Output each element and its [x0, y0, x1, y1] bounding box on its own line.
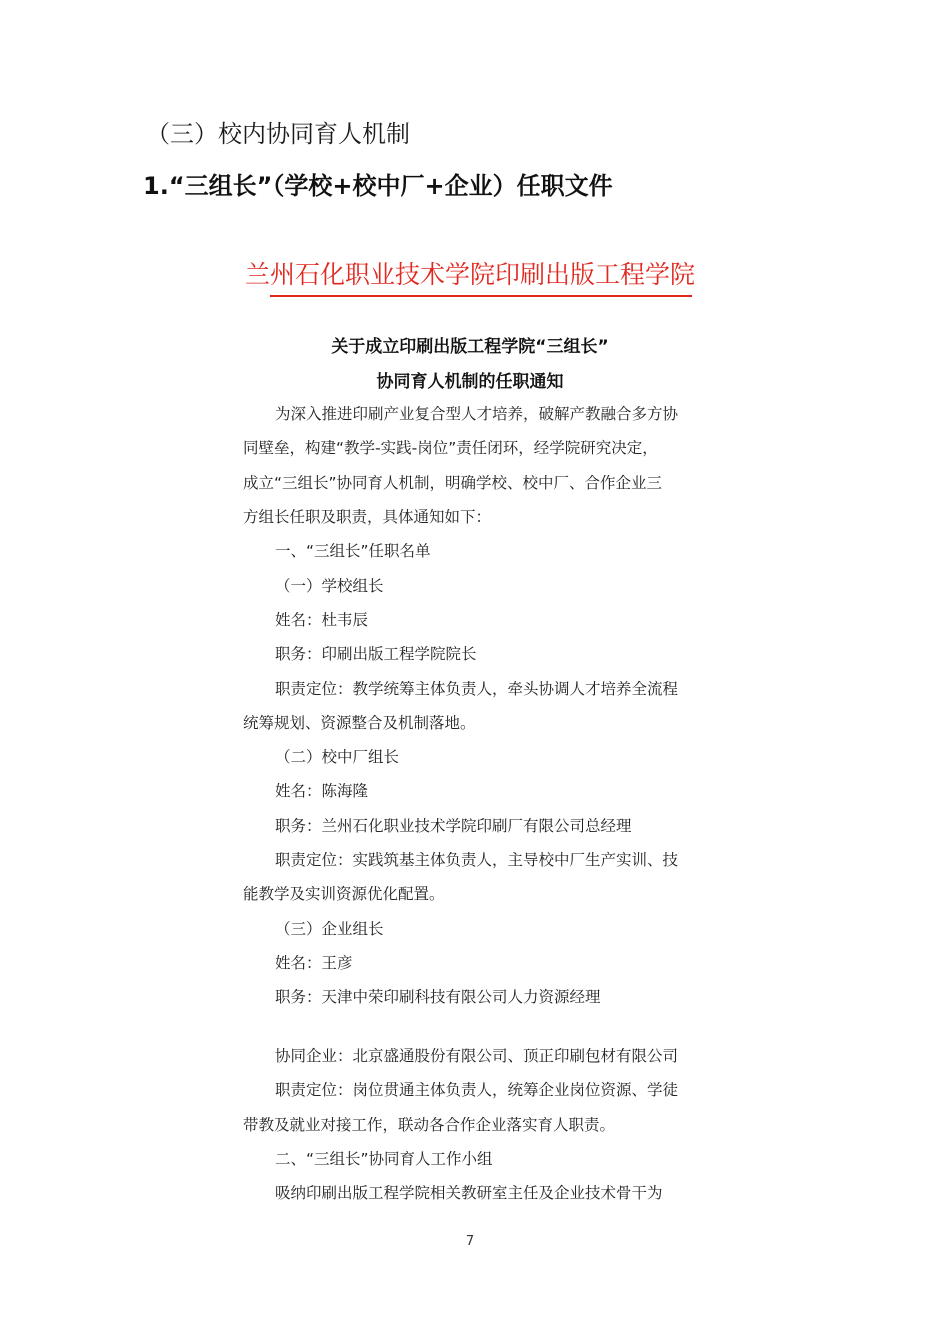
body-line: 为深入推进印刷产业复合型人才培养，破解产教融合多方协 [275, 405, 679, 423]
body-line: 带教及就业对接工作，联动各合作企业落实育人职责。 [243, 1116, 616, 1134]
body-line: 协同企业：北京盛通股份有限公司、顶正印刷包材有限公司 [275, 1047, 679, 1065]
subsection-heading: 1.“三组长”（学校+校中厂+企业）任职文件 [143, 172, 613, 200]
letterhead-divider [270, 295, 692, 297]
body-line: 二、“三组长”协同育人工作小组 [275, 1150, 493, 1168]
page-number: 7 [465, 1234, 475, 1249]
body-line: （一）学校组长 [275, 577, 384, 595]
org-letterhead: 兰州石化职业技术学院印刷出版工程学院 [244, 260, 695, 289]
doc-title-line-2: 协同育人机制的任职通知 [376, 372, 564, 392]
body-line: 职务：天津中荣印刷科技有限公司人力资源经理 [275, 988, 601, 1006]
body-line: 方组长任职及职责，具体通知如下： [243, 508, 492, 526]
body-line: 成立“三组长”协同育人机制，明确学校、校中厂、合作企业三 [243, 474, 663, 492]
body-line: 职责定位：教学统筹主体负责人，牵头协调人才培养全流程 [275, 680, 679, 698]
body-line: 吸纳印刷出版工程学院相关教研室主任及企业技术骨干为 [275, 1184, 663, 1202]
body-line: （二）校中厂组长 [275, 748, 400, 766]
body-line: （三）企业组长 [275, 920, 384, 938]
body-line: 姓名：杜韦辰 [275, 611, 369, 629]
body-line: 姓名：陈海隆 [275, 782, 369, 800]
body-line: 职责定位：实践筑基主体负责人，主导校中厂生产实训、技 [275, 851, 679, 869]
body-line: 职务：印刷出版工程学院院长 [275, 645, 477, 663]
body-line: 职务：兰州石化职业技术学院印刷厂有限公司总经理 [275, 817, 632, 835]
section-heading: （三）校内协同育人机制 [146, 120, 410, 148]
body-line: 一、“三组长”任职名单 [275, 542, 431, 560]
doc-title-line-1: 关于成立印刷出版工程学院“三组长” [331, 337, 609, 357]
body-line: 同壁垒，构建“教学-实践-岗位”责任闭环，经学院研究决定， [243, 439, 658, 457]
body-line: 职责定位：岗位贯通主体负责人，统筹企业岗位资源、学徒 [275, 1081, 679, 1099]
body-line: 姓名：王彦 [275, 954, 353, 972]
body-line: 能教学及实训资源优化配置。 [243, 885, 445, 903]
body-line: 统筹规划、资源整合及机制落地。 [243, 714, 476, 732]
